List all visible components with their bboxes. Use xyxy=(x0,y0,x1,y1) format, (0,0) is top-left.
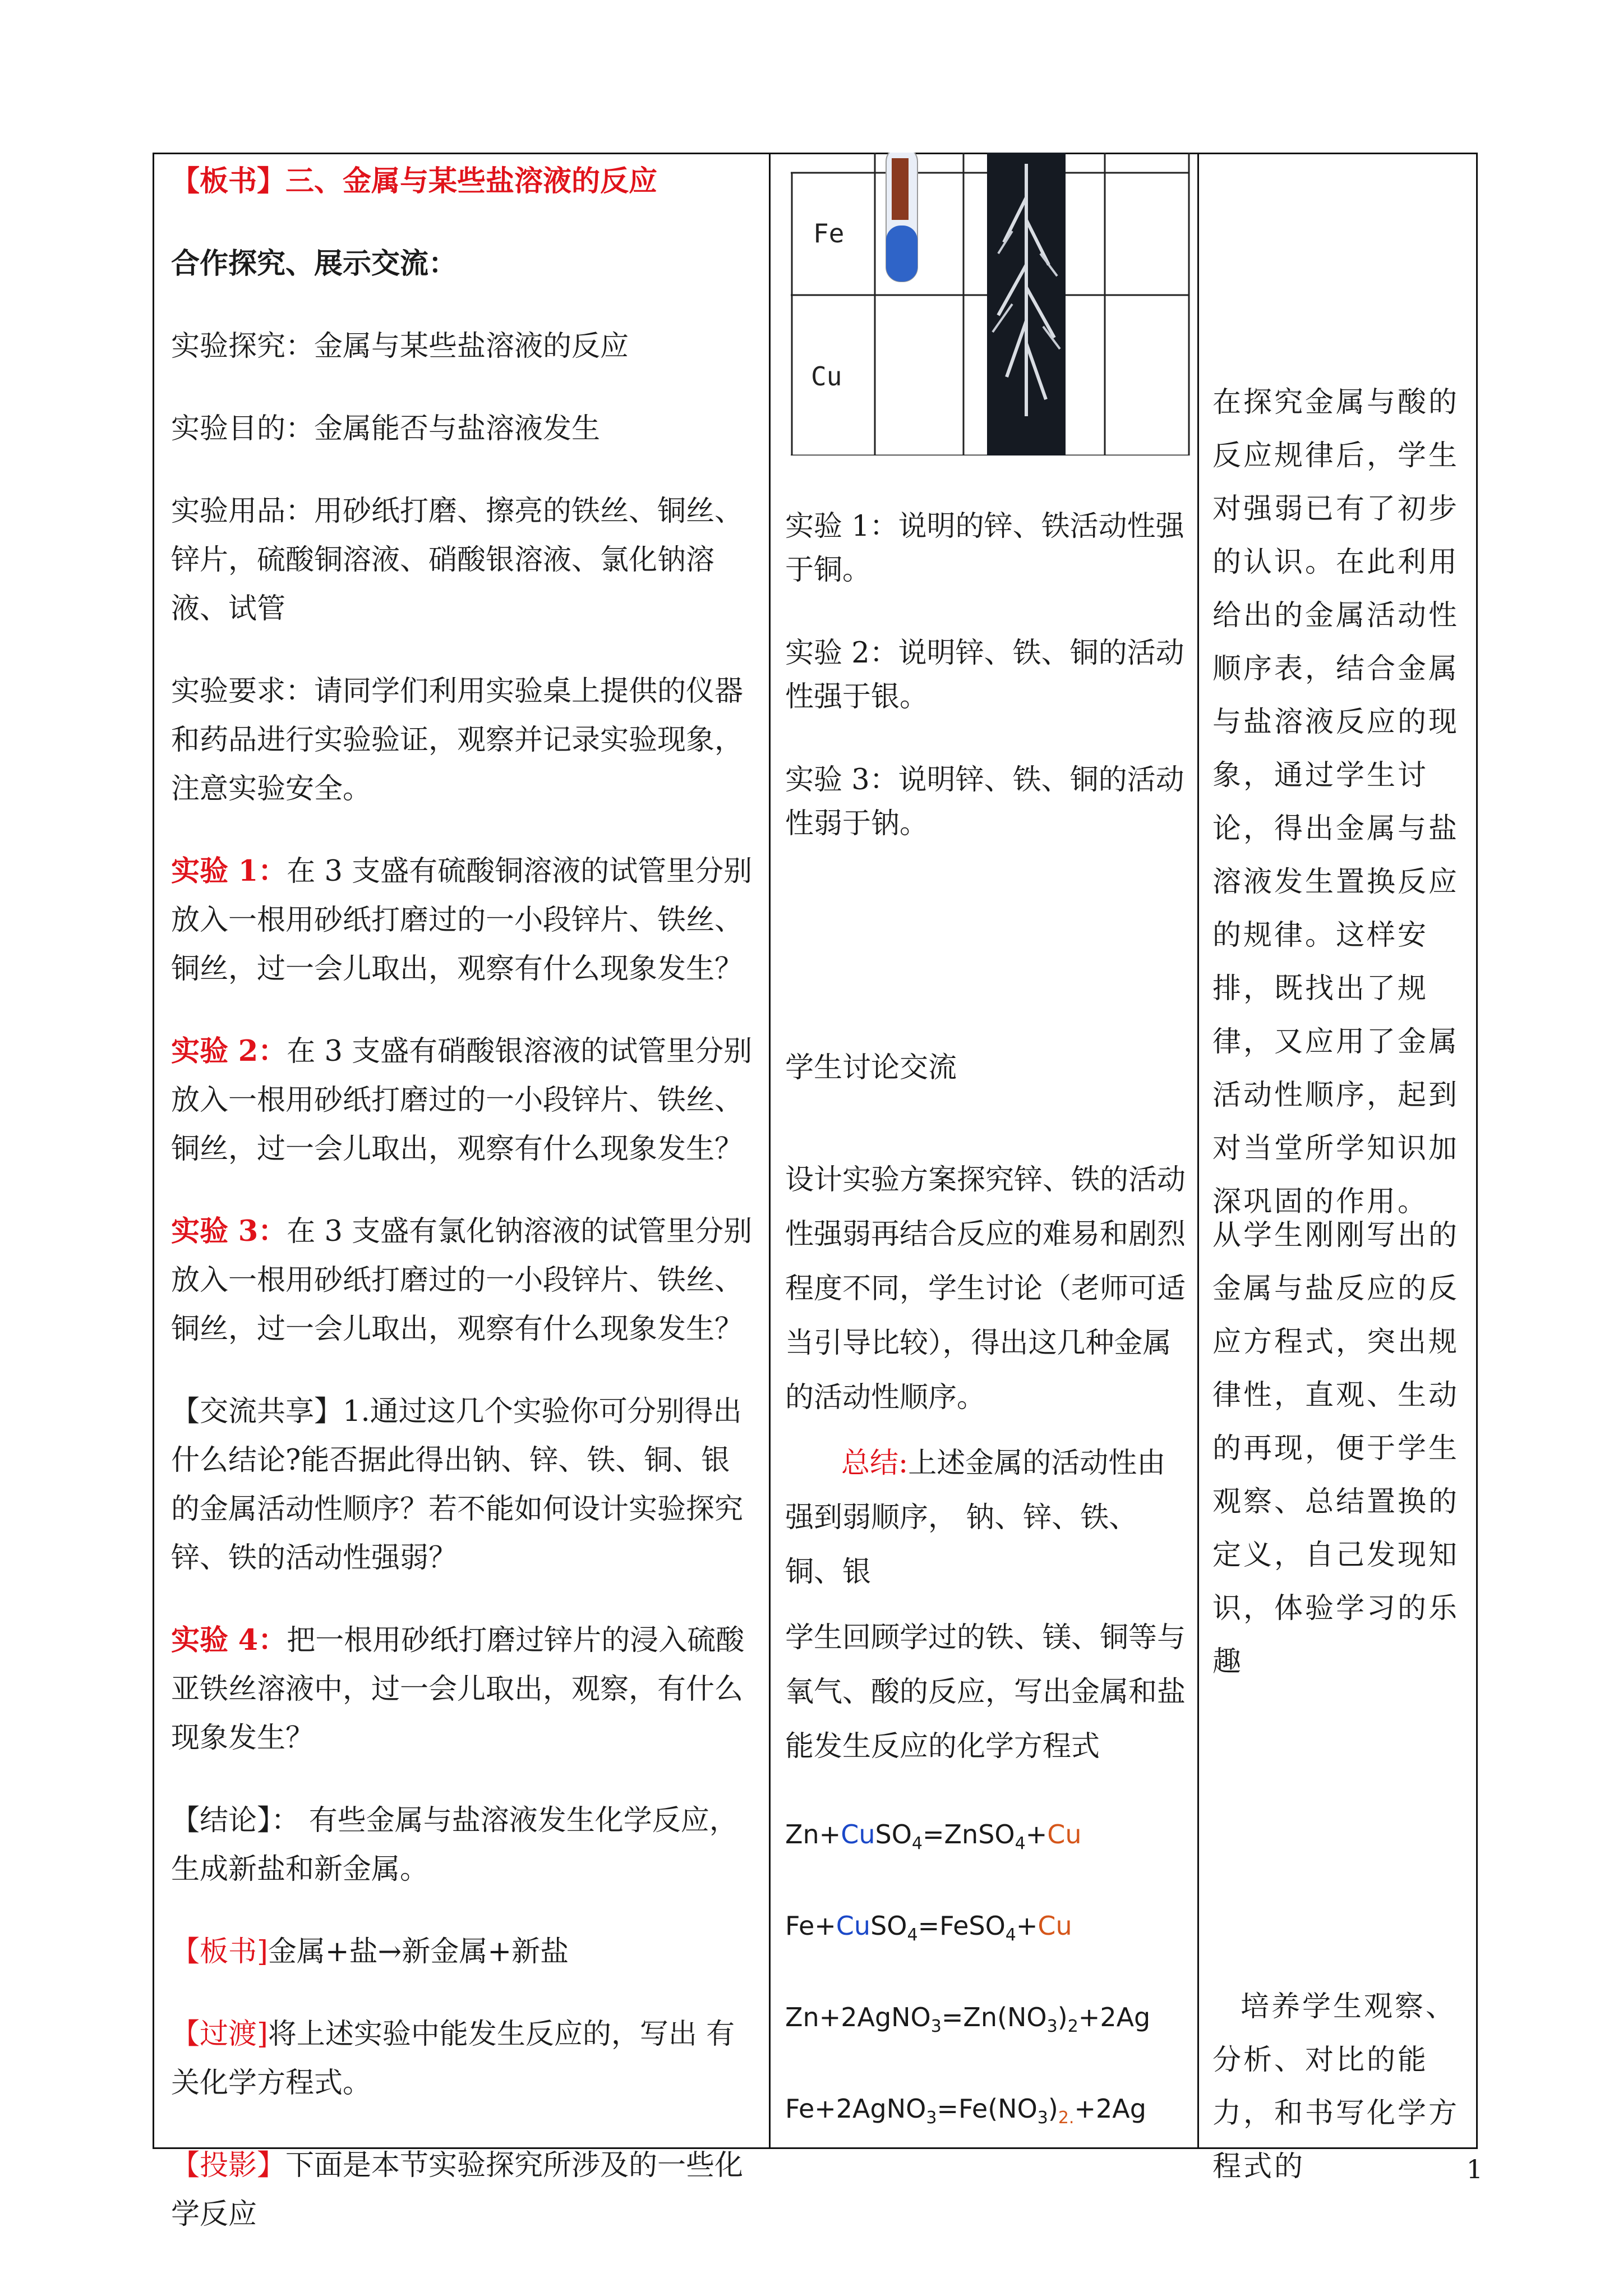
review-paragraph: 学生回顾学过的铁、镁、铜等与氧气、酸的反应，写出金属和盐能发生反应的化学方程式 xyxy=(785,1621,1186,1763)
board-formula: 【板书]金属+盐→新金属+新盐 xyxy=(171,1935,569,1968)
right-note-3: 培养学生观察、分析、对比的能力，和书写化学方程式的 xyxy=(1212,1990,1460,2183)
equation-2: Fe+CuSO$_4$=FeSO$_4$+Cu xyxy=(785,1911,1072,1945)
equation-4: $Fe+2AgNO_3=Fe(NO_3)_{2.}+2Ag$ xyxy=(785,2093,1146,2128)
coop-heading: 合作探究、展示交流： xyxy=(171,247,458,280)
table-left-border xyxy=(153,153,154,2149)
share-paragraph: 【交流共享】1.通过这几个实验你可分别得出什么结论?能否据此得出钠、锌、铁、铜、银的金属活动性顺序？若不能如何设计实验探究锌、铁的活动性强弱？ xyxy=(171,1395,744,1575)
experiment-3-label: 实验 3： xyxy=(171,1214,287,1248)
discuss-line: 学生讨论交流 xyxy=(785,1051,957,1084)
grid-row-cu: Cu xyxy=(811,361,842,392)
experiment-1: 实验 1：在 3 支盛有硫酸铜溶液的试管里分别放入一根用砂纸打磨过的一小段锌片、铁丝、铜丝，过一会儿取出，观察有什么现象发生？ xyxy=(171,854,753,986)
grid-row-fe: Fe xyxy=(813,218,845,249)
conclusion-paragraph: 【结论】： 有些金属与盐溶液发生化学反应，生成新盐和新金属。 xyxy=(171,1804,738,1886)
right-note-1: 在探究金属与酸的反应规律后，学生对强弱已有了初步的认识。在此利用给出的金属活动性顺序表，结合金属与盐溶液反应的现象，通过学生讨论，得出金属与盐溶液发生置换反应的规律。这样安排，既找出了规律，又应用了金属活动性顺序，起到对当堂所学知识加深巩固的作用。 xyxy=(1212,386,1460,1218)
explore-line: 实验探究：金属与某些盐溶液的反应 xyxy=(171,330,629,363)
requirement-paragraph: 实验要求：请同学们利用实验桌上提供的仪器和药品进行实验验证，观察并记录实验现象，注意实验安全。 xyxy=(171,675,744,806)
page-number: 1 xyxy=(1466,2154,1483,2184)
experiment-photo-grid xyxy=(791,153,1195,455)
right-note-2: 从学生刚刚写出的金属与盐反应的反应方程式，突出规律性，直观、生动的再现，便于学生观察、总结置换的定义，自己发现知识，体验学习的乐趣 xyxy=(1212,1219,1460,1678)
table-right-border xyxy=(1476,153,1478,2149)
equation-list xyxy=(785,1818,1189,2135)
middle-design xyxy=(785,1153,1189,1774)
experiment-2-label: 实验 2： xyxy=(171,1034,287,1068)
silver-tree-photo xyxy=(987,153,1066,455)
table-divider-1 xyxy=(769,153,771,2149)
experiment-1-label: 实验 1： xyxy=(171,854,287,888)
result-1: 实验 1：说明的锌、铁活动性强于铜。 xyxy=(785,510,1184,587)
summary-paragraph: 总结:上述金属的活动性由强到弱顺序， 钠、锌、铁、铜、银 xyxy=(785,1447,1166,1589)
transition-paragraph: 【过渡]将上述实验中能发生反应的，写出 有关化学方程式。 xyxy=(171,2018,735,2100)
experiment-2: 实验 2：在 3 支盛有硝酸银溶液的试管里分别放入一根用砂纸打磨过的一小段锌片、铁丝、铜丝，过一会儿取出，观察有什么现象发生？ xyxy=(171,1034,753,1166)
summary-label: 总结: xyxy=(841,1447,909,1480)
left-column xyxy=(171,157,754,2239)
board-heading: 【板书】三、金属与某些盐溶液的反应 xyxy=(171,164,658,198)
experiment-4-label: 实验 4： xyxy=(171,1623,287,1657)
equation-3: $Zn+2AgNO_3=Zn(NO_3)_2+2Ag$ xyxy=(785,2002,1151,2036)
experiment-3: 实验 3：在 3 支盛有氯化钠溶液的试管里分别放入一根用砂纸打磨过的一小段锌片、铁丝、铜丝，过一会儿取出，观察有什么现象发生？ xyxy=(171,1214,753,1346)
projection-paragraph: 【投影】下面是本节实验探究所涉及的一些化学反应 xyxy=(171,2149,744,2231)
experiment-4: 实验 4：把一根用砂纸打磨过锌片的浸入硫酸亚铁丝溶液中，过一会儿取出，观察，有什么现象发生？ xyxy=(171,1623,745,1755)
equation-1: Zn+CuSO$_4$=ZnSO$_4$+Cu xyxy=(785,1819,1082,1853)
middle-discussion xyxy=(785,1046,1189,1090)
result-3: 实验 3：说明锌、铁、铜的活动性弱于钠。 xyxy=(785,763,1184,840)
design-paragraph: 设计实验方案探究锌、铁的活动性强弱再结合反应的难易和剧烈程度不同，学生讨论（老师可适当引导比较），得出这几种金属的活动性顺序。 xyxy=(785,1163,1186,1414)
middle-column xyxy=(785,505,1189,846)
result-2: 实验 2：说明锌、铁、铜的活动性强于银。 xyxy=(785,637,1184,714)
test-tube-photo xyxy=(886,153,917,282)
materials-paragraph: 实验用品：用砂纸打磨、擦亮的铁丝、铜丝、锌片，硫酸铜溶液、硝酸银溶液、氯化钠溶液、试管 xyxy=(171,495,744,625)
table-divider-2 xyxy=(1197,153,1199,2149)
purpose-line: 实验目的：金属能否与盐溶液发生 xyxy=(171,412,601,445)
